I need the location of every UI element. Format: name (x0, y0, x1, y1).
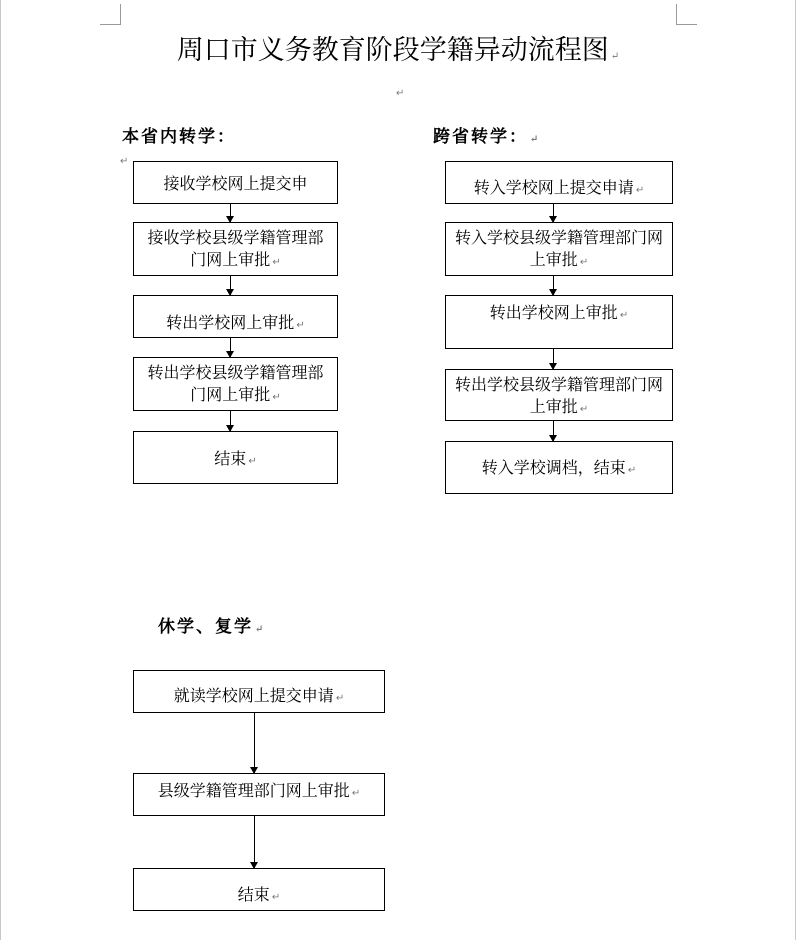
arrow-down (553, 421, 554, 441)
flow-box-suspend-2: 县级学籍管理部门网上审批 ↵ (133, 773, 385, 816)
flow-box-intra-2: 接收学校县级学籍管理部门网上审批 ↵ (133, 222, 338, 276)
arrow-down (254, 713, 255, 773)
flow-box-intra-3: 转出学校网上审批 ↵ (133, 295, 338, 338)
flow-box-intra-4: 转出学校县级学籍管理部门网上审批 ↵ (133, 357, 338, 411)
flow-box-suspend-3: 结束 ↵ (133, 868, 385, 911)
flow-box-intra-5: 结束 ↵ (133, 431, 338, 484)
flow-box-inter-2: 转入学校县级学籍管理部门网上审批 ↵ (445, 222, 673, 276)
flow-box-inter-4: 转出学校县级学籍管理部门网上审批 ↵ (445, 369, 673, 421)
heading-inter-province-transfer: 跨省转学： ↵ (433, 127, 541, 147)
flow-box-intra-1: 接收学校网上提交申 (133, 161, 338, 204)
flow-box-suspend-1: 就读学校网上提交申请 ↵ (133, 670, 385, 713)
margin-corner-top-left (100, 4, 121, 25)
arrow-down (230, 276, 231, 295)
arrow-down (553, 349, 554, 369)
flow-box-inter-1: 转入学校网上提交申请 ↵ (445, 161, 673, 204)
page-title: 周口市义务教育阶段学籍异动流程图 ↵ (176, 35, 620, 66)
heading-suspend-resume: 休学、复学 ↵ (158, 617, 266, 637)
paragraph-mark: ↵ (396, 88, 405, 99)
page-edge-left (0, 0, 1, 940)
margin-corner-top-right (676, 4, 697, 25)
arrow-down (553, 276, 554, 295)
arrow-down (254, 816, 255, 868)
flow-box-inter-3: 转出学校网上审批 ↵ (445, 295, 673, 349)
paragraph-mark: ↵ (120, 156, 129, 167)
arrow-down (230, 411, 231, 431)
arrow-down (230, 204, 231, 222)
heading-intra-province-transfer: 本省内转学： (122, 127, 236, 147)
arrow-down (553, 204, 554, 222)
flow-box-inter-5: 转入学校调档，结束 ↵ (445, 441, 673, 494)
arrow-down (230, 338, 231, 357)
